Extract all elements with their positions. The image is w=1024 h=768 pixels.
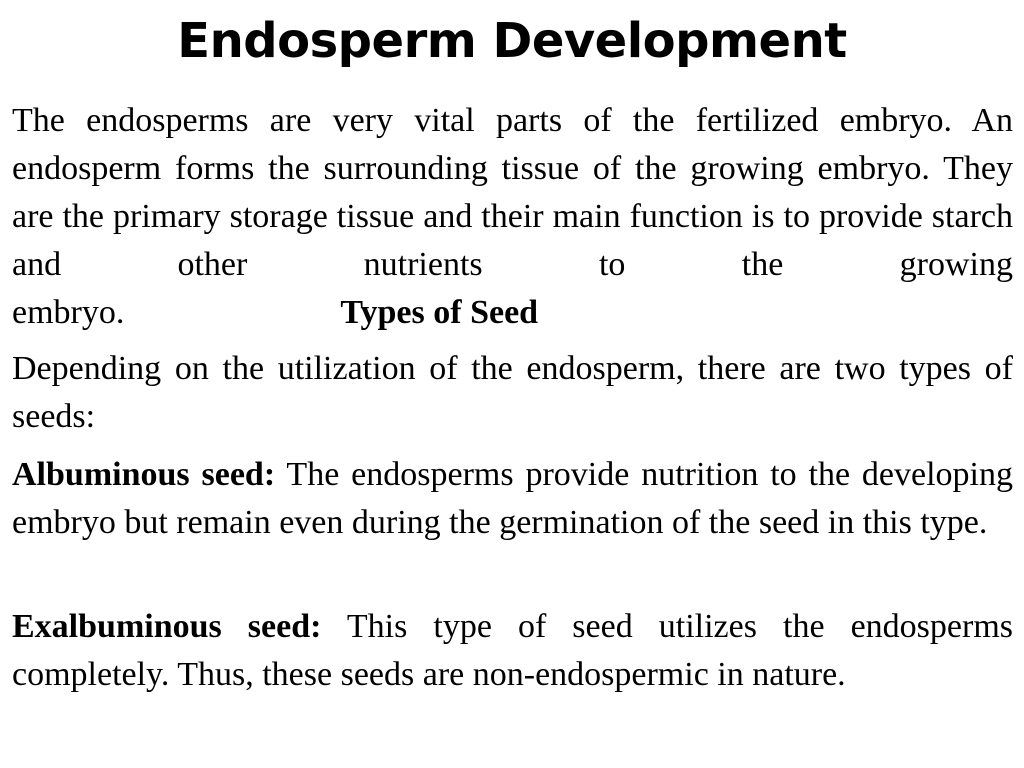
intro-last-word: embryo. [12,294,125,331]
intro-paragraph [12,97,1013,337]
types-paragraph: Depending on the utilization of the endosperm, there are two types of seeds: [12,350,1013,435]
exalbuminous-paragraph [12,603,1013,699]
slide-title: Endosperm Development [177,13,847,69]
exalbuminous-description: This type of seed utilizes the endosperms completely. Thus, these seeds are non-endospermic in nature. [12,608,1013,693]
types-heading: Types of Seed [340,294,539,331]
albuminous-term: Albuminous seed: [12,456,276,493]
albuminous-paragraph [12,451,1013,547]
intro-last-line [12,289,1013,337]
exalbuminous-term: Exalbuminous seed: [12,608,322,645]
albuminous-description: The endosperms provide nutrition to the developing embryo but remain even during the germination of the seed in this type. [12,456,1014,541]
intro-text: The endosperms are very vital parts of the fertilized embryo. An endosperm forms the surrounding tissue of the growing embryo. They are the primary storage tissue and their main function is to provide starch and other nutrients to the growing [12,102,1013,283]
